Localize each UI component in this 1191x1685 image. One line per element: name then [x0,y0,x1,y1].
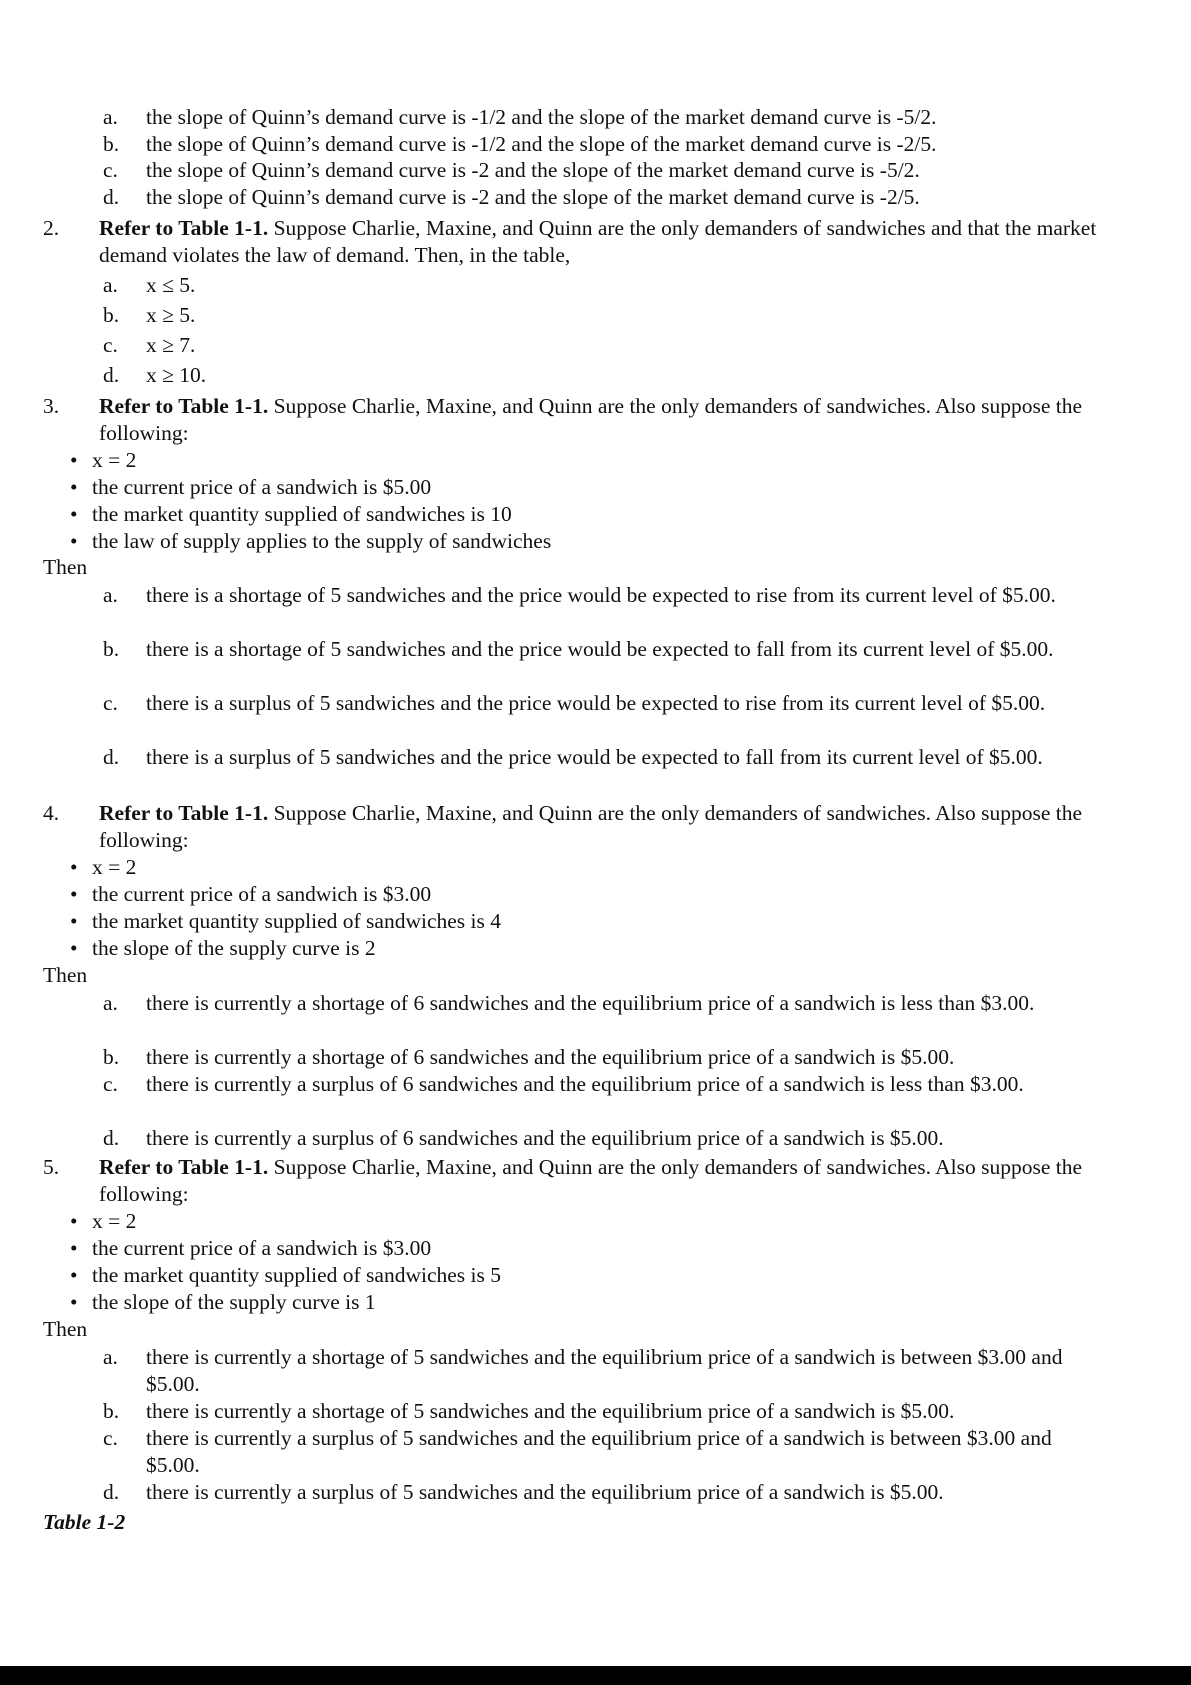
bullet-icon: • [70,529,78,553]
option-text: x ≥ 7. [146,333,196,357]
bullet-icon: • [70,1209,78,1233]
option-letter: c. [103,1072,118,1096]
question-stem [99,1154,1149,1208]
document-page: a. the slope of Quinn’s demand curve is -1/2 and the slope of the market demand curve is -5/2. b. the slope of Quinn’s demand curve is -1/2 and the slope of the market demand curve is -2/5. c. the slope of Quinn’s demand curve is -2 and the slope of the market demand curve is -5/2. d. the slope of Quinn’s demand curve is -2 and the slope of the market demand curve is -2/5. 2. Refer to Table 1-1. Suppose Charlie, Maxine, and Quinn are the only demanders of sandwiches and that the market demand violates the law of demand. Then, in the table, a. x ≤ 5. b. x ≥ 5. c. x ≥ 7. d. x ≥ 10. 3. Refer to Table 1-1. Suppose Charlie, Maxine, and Quinn are the only demanders of sandwiches. Also suppose the following: • x = 2 • the current price of a sandwich is $5.00 • the market quantity supplied of sandwiches is 10 • the law of supply applies to the supply of sandwiches Then a. there is a shortage of 5 sandwiches and the price would be expected to rise from its current level of $5.00. b. there is a shortage of 5 sandwiches and the price would be expected to fall from its current level of $5.00. c. there is a surplus of 5 sandwiches and the price would be expected to rise from its current level of $5.00. d. there is a surplus of 5 sandwiches and the price would be expected to fall from its current level of $5.00. 4. Refer to Table 1-1. Suppose Charlie, Maxine, and Quinn are the only demanders of sandwiches. Also suppose the following: • x = 2 • the current price of a sandwich is $3.00 • the market quantity supplied of sandwiches is 4 • the slope of the supply curve is 2 Then a. there is currently a shortage of 6 sandwiches and the equilibrium price of a sandwich is less than $3.00. b. there is currently a shortage of 6 sandwiches and the equilibrium price of a sandwich is $5.00. c. there is currently a surplus of 6 sandwiches and the equilibrium price of a sandwich is less than $3.00. d. there is currently a surplus of 6 sandwiches and the equilibrium price of a sandwich is $5.00. 5. Refer to Table 1-1. Suppose Charlie, Maxine, and Quinn are the only demanders of sandwiches. Also suppose the following: • x = 2 • the current price of a sandwich is $3.00 • the market quantity supplied of sandwiches is 5 • the slope of the supply curve is 1 Then a. there is currently a shortage of 5 sandwiches and the equilibrium price of a sandwich is between $3.00 and $5.00. b. there is currently a shortage of 5 sandwiches and the equilibrium price of a sandwich is $5.00. c. there is currently a surplus of 5 sandwiches and the equilibrium price of a sandwich is between $3.00 and $5.00. d. there is currently a surplus of 5 sandwiches and the equilibrium price of a sandwich is $5.00. Table 1-2 [0,0,1191,1685]
then-label: Then [43,1317,88,1341]
bullet-icon: • [70,1236,78,1260]
bullet-icon: • [70,936,78,960]
bullet-icon: • [70,882,78,906]
stem-text: Suppose Charlie, Maxine, and Quinn are the only demanders of sandwiches and that the market demand violates the law of demand. Then, in the table, [99,216,1097,267]
table-reference: Refer to Table 1-1. [99,216,269,240]
option-letter: a. [103,991,118,1015]
option-letter: d. [103,1126,120,1150]
question-number: 5. [43,1155,60,1179]
question-stem [99,393,1149,447]
option-letter: a. [103,1345,118,1369]
option-text: there is a surplus of 5 sandwiches and the price would be expected to fall from its current level of $5.00. [146,745,1043,769]
option-letter: c. [103,691,118,715]
bullet-icon: • [70,448,78,472]
bullet-icon: • [70,475,78,499]
stem-text: Suppose Charlie, Maxine, and Quinn are the only demanders of sandwiches. Also suppose the following: [99,394,1083,445]
option-text: there is currently a surplus of 6 sandwiches and the equilibrium price of a sandwich is less than $3.00. [146,1072,1024,1096]
option-text: there is currently a surplus of 5 sandwiches and the equilibrium price of a sandwich is $5.00. [146,1480,944,1504]
table-reference: Refer to Table 1-1. [99,394,269,418]
bullet-icon: • [70,1290,78,1314]
option-letter: d. [103,745,120,769]
option-letter: d. [103,363,120,387]
question-number: 4. [43,801,60,825]
bottom-edge-bar [0,1666,1191,1685]
option-text: x ≤ 5. [146,273,196,297]
bullet-icon: • [70,502,78,526]
option-letter: c. [103,333,118,357]
bullet-icon: • [70,855,78,879]
option-text: x ≥ 5. [146,303,196,327]
option-text: there is currently a shortage of 5 sandwiches and the equilibrium price of a sandwich is between $3.00 and $5.00. [146,1345,1063,1396]
option-text: there is currently a surplus of 5 sandwiches and the equilibrium price of a sandwich is between $3.00 and $5.00. [146,1426,1052,1477]
question-stem [99,800,1149,854]
option-letter: b. [103,1399,120,1423]
option-text: the slope of Quinn’s demand curve is -2 and the slope of the market demand curve is -2/5. [146,185,920,209]
stem-text: Suppose Charlie, Maxine, and Quinn are the only demanders of sandwiches. Also suppose the following: [99,1155,1083,1206]
option-letter: c. [103,1426,118,1450]
option-letter: a. [103,583,118,607]
table-reference: Refer to Table 1-1. [99,1155,269,1179]
question-number: 3. [43,394,60,418]
question-number: 2. [43,216,60,240]
option-letter: b. [103,303,120,327]
option-text: there is a shortage of 5 sandwiches and the price would be expected to rise from its current level of $5.00. [146,583,1056,607]
stem-text: Suppose Charlie, Maxine, and Quinn are the only demanders of sandwiches. Also suppose the following: [99,801,1083,852]
bullet-icon: • [70,1263,78,1287]
option-letter: b. [103,637,120,661]
option-letter: b. [103,132,120,156]
question-stem [99,215,1149,269]
option-text: x ≥ 10. [146,363,207,387]
option-letter: d. [103,1480,120,1504]
then-label: Then [43,963,88,987]
option-letter: d. [103,185,120,209]
option-letter: c. [103,158,118,182]
option-text: there is a surplus of 5 sandwiches and the price would be expected to rise from its current level of $5.00. [146,691,1046,715]
table-caption: Table 1-2 [43,1510,126,1534]
option-text: there is currently a shortage of 6 sandwiches and the equilibrium price of a sandwich is less than $3.00. [146,991,1035,1015]
option-letter: b. [103,1045,120,1069]
bullet-icon: • [70,909,78,933]
option-text: there is a shortage of 5 sandwiches and the price would be expected to fall from its current level of $5.00. [146,637,1054,661]
option-text: the slope of Quinn’s demand curve is -1/2 and the slope of the market demand curve is -2/5. [146,132,937,156]
option-text: the slope of Quinn’s demand curve is -1/2 and the slope of the market demand curve is -5/2. [146,105,937,129]
table-reference: Refer to Table 1-1. [99,801,269,825]
option-letter: a. [103,105,118,129]
option-text: there is currently a surplus of 6 sandwiches and the equilibrium price of a sandwich is $5.00. [146,1126,944,1150]
option-text: there is currently a shortage of 6 sandwiches and the equilibrium price of a sandwich is $5.00. [146,1045,955,1069]
then-label: Then [43,555,88,579]
option-letter: a. [103,273,118,297]
option-text: the slope of Quinn’s demand curve is -2 and the slope of the market demand curve is -5/2. [146,158,920,182]
option-text: there is currently a shortage of 5 sandwiches and the equilibrium price of a sandwich is $5.00. [146,1399,955,1423]
